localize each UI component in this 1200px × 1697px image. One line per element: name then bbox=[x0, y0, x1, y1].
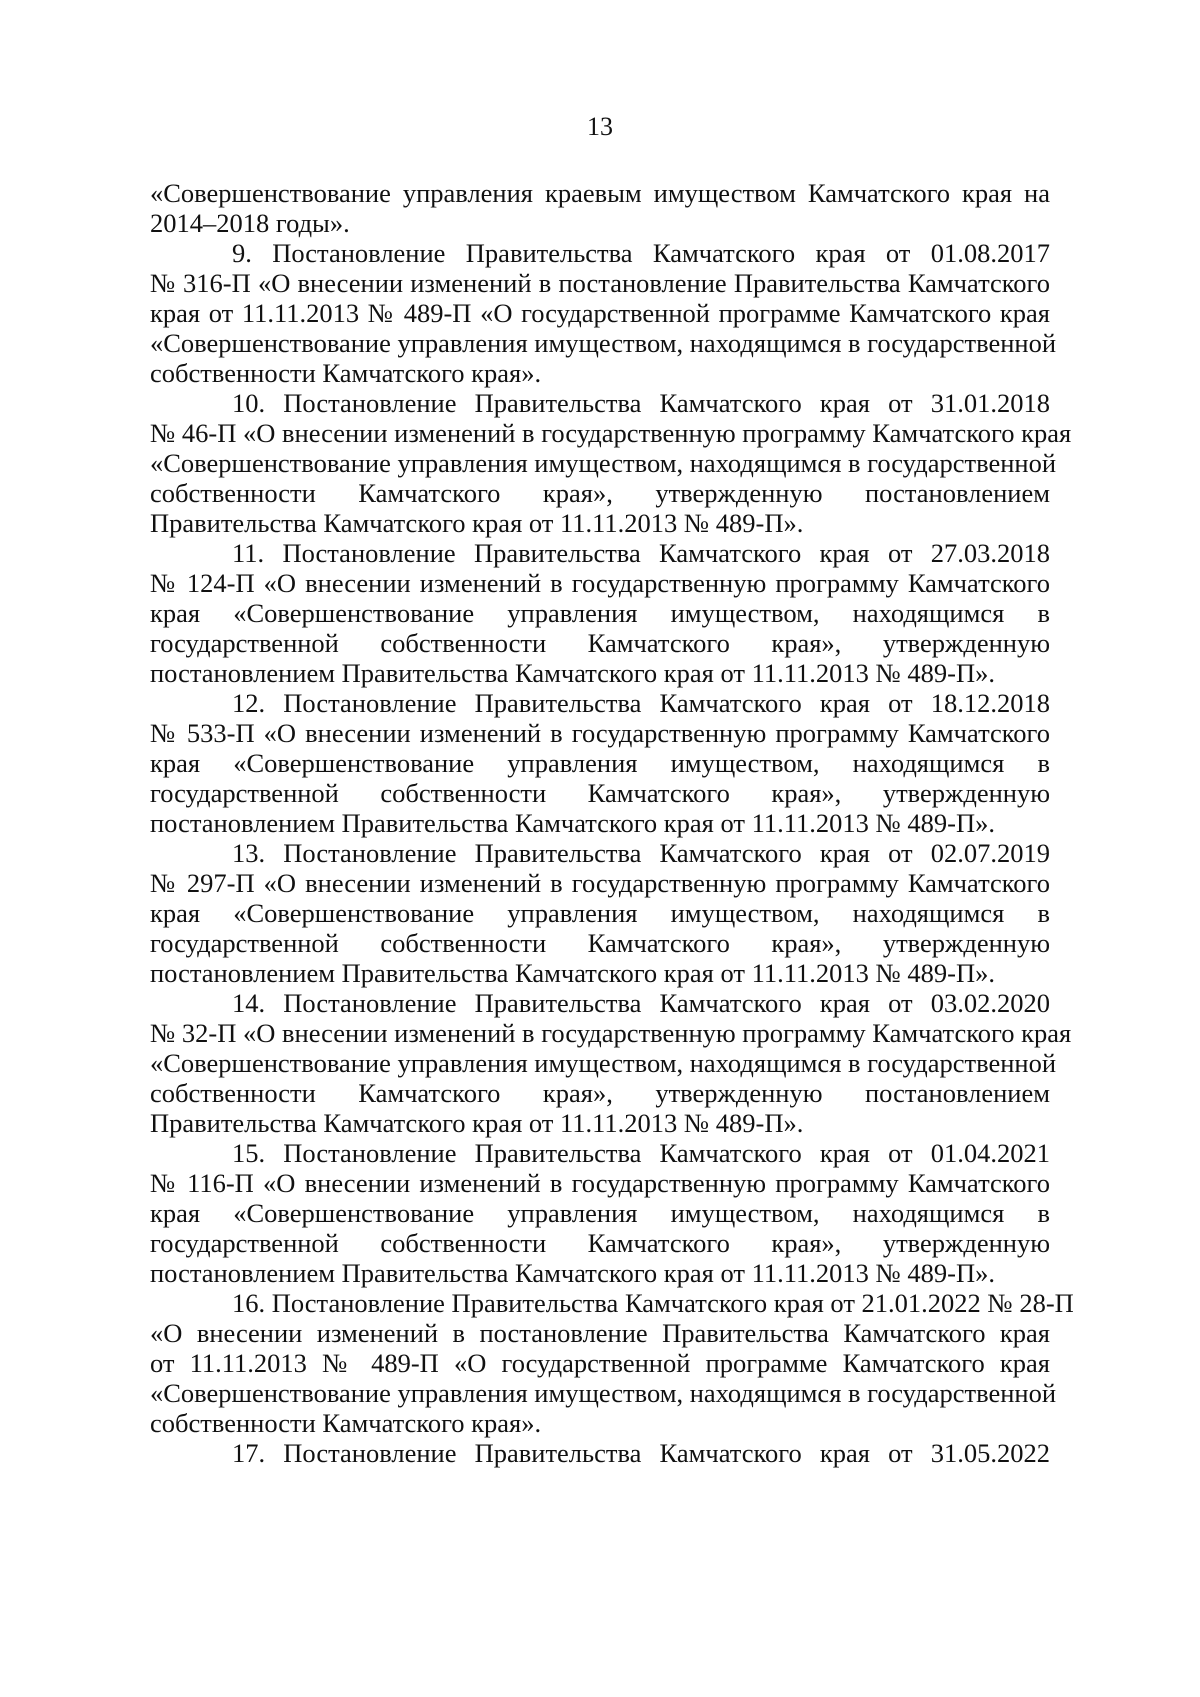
text-line: 9. Постановление Правительства Камчатского края от 01.08.2017 bbox=[232, 238, 1050, 268]
text-line: постановлением Правительства Камчатского края от 11.11.2013 № 489-П». bbox=[150, 1258, 996, 1288]
text-line: 2014–2018 годы». bbox=[150, 208, 350, 238]
text-line: постановлением Правительства Камчатского края от 11.11.2013 № 489-П». bbox=[150, 958, 996, 988]
text-line: № 316-П «О внесении изменений в постановление Правительства Камчатского bbox=[150, 268, 1050, 298]
text-line: края от 11.11.2013 № 489-П «О государственной программе Камчатского края bbox=[150, 298, 1050, 328]
list-item bbox=[150, 538, 1050, 688]
text-line: № 124-П «О внесении изменений в государственную программу Камчатского bbox=[150, 568, 1050, 598]
text-line: «Совершенствование управления имуществом, находящимся в государственной bbox=[150, 1378, 1057, 1408]
text-line: собственности Камчатского края», утвержденную постановлением bbox=[150, 1078, 1050, 1108]
text-line: края «Совершенствование управления имуществом, находящимся в bbox=[150, 898, 1050, 928]
text-line: края «Совершенствование управления имуществом, находящимся в bbox=[150, 598, 1050, 628]
text-line: 13. Постановление Правительства Камчатского края от 02.07.2019 bbox=[232, 838, 1050, 868]
list-item bbox=[150, 838, 1050, 988]
text-line: государственной собственности Камчатского края», утвержденную bbox=[150, 628, 1050, 658]
text-line: постановлением Правительства Камчатского края от 11.11.2013 № 489-П». bbox=[150, 808, 996, 838]
text-line: государственной собственности Камчатского края», утвержденную bbox=[150, 928, 1050, 958]
text-line: «Совершенствование управления имуществом, находящимся в государственной bbox=[150, 328, 1057, 358]
text-line: Правительства Камчатского края от 11.11.2013 № 489-П». bbox=[150, 508, 804, 538]
text-line: «Совершенствование управления краевым имуществом Камчатского края на bbox=[150, 178, 1050, 208]
text-line: края «Совершенствование управления имуществом, находящимся в bbox=[150, 1198, 1050, 1228]
text-line: 12. Постановление Правительства Камчатского края от 18.12.2018 bbox=[232, 688, 1050, 718]
text-line: собственности Камчатского края». bbox=[150, 358, 542, 388]
text-line: «О внесении изменений в постановление Правительства Камчатского края bbox=[150, 1318, 1050, 1348]
text-line: от 11.11.2013 № 489-П «О государственной программе Камчатского края bbox=[150, 1348, 1050, 1378]
list-item bbox=[150, 988, 1072, 1138]
text-line: 14. Постановление Правительства Камчатского края от 03.02.2020 bbox=[232, 988, 1050, 1018]
text-line: № 116-П «О внесении изменений в государственную программу Камчатского bbox=[150, 1168, 1050, 1198]
page-number: 13 bbox=[587, 112, 613, 141]
text-line: № 46-П «О внесении изменений в государственную программу Камчатского края bbox=[150, 418, 1072, 448]
list-item bbox=[150, 688, 1050, 838]
text-line: государственной собственности Камчатского края», утвержденную bbox=[150, 778, 1050, 808]
text-line: «Совершенствование управления имуществом, находящимся в государственной bbox=[150, 1048, 1057, 1078]
list-item bbox=[150, 1438, 1050, 1468]
text-line: государственной собственности Камчатского края», утвержденную bbox=[150, 1228, 1050, 1258]
text-line: № 32-П «О внесении изменений в государственную программу Камчатского края bbox=[150, 1018, 1072, 1048]
text-line: собственности Камчатского края». bbox=[150, 1408, 542, 1438]
text-line: 15. Постановление Правительства Камчатского края от 01.04.2021 bbox=[232, 1138, 1050, 1168]
continued-paragraph bbox=[150, 178, 1050, 238]
text-line: постановлением Правительства Камчатского края от 11.11.2013 № 489-П». bbox=[150, 658, 996, 688]
list-item bbox=[150, 238, 1057, 388]
text-line: 17. Постановление Правительства Камчатского края от 31.05.2022 bbox=[232, 1438, 1050, 1468]
list-item bbox=[150, 1288, 1074, 1438]
text-line: края «Совершенствование управления имуществом, находящимся в bbox=[150, 748, 1050, 778]
list-item bbox=[150, 1138, 1050, 1288]
text-line: Правительства Камчатского края от 11.11.2013 № 489-П». bbox=[150, 1108, 804, 1138]
text-line: 16. Постановление Правительства Камчатского края от 21.01.2022 № 28-П bbox=[232, 1288, 1074, 1318]
text-line: № 297-П «О внесении изменений в государственную программу Камчатского bbox=[150, 868, 1050, 898]
document-body bbox=[150, 178, 1074, 1468]
text-line: «Совершенствование управления имуществом, находящимся в государственной bbox=[150, 448, 1057, 478]
text-line: № 533-П «О внесении изменений в государственную программу Камчатского bbox=[150, 718, 1050, 748]
text-line: собственности Камчатского края», утвержденную постановлением bbox=[150, 478, 1050, 508]
text-line: 10. Постановление Правительства Камчатского края от 31.01.2018 bbox=[232, 388, 1050, 418]
text-line: 11. Постановление Правительства Камчатского края от 27.03.2018 bbox=[232, 538, 1050, 568]
list-item bbox=[150, 388, 1072, 538]
